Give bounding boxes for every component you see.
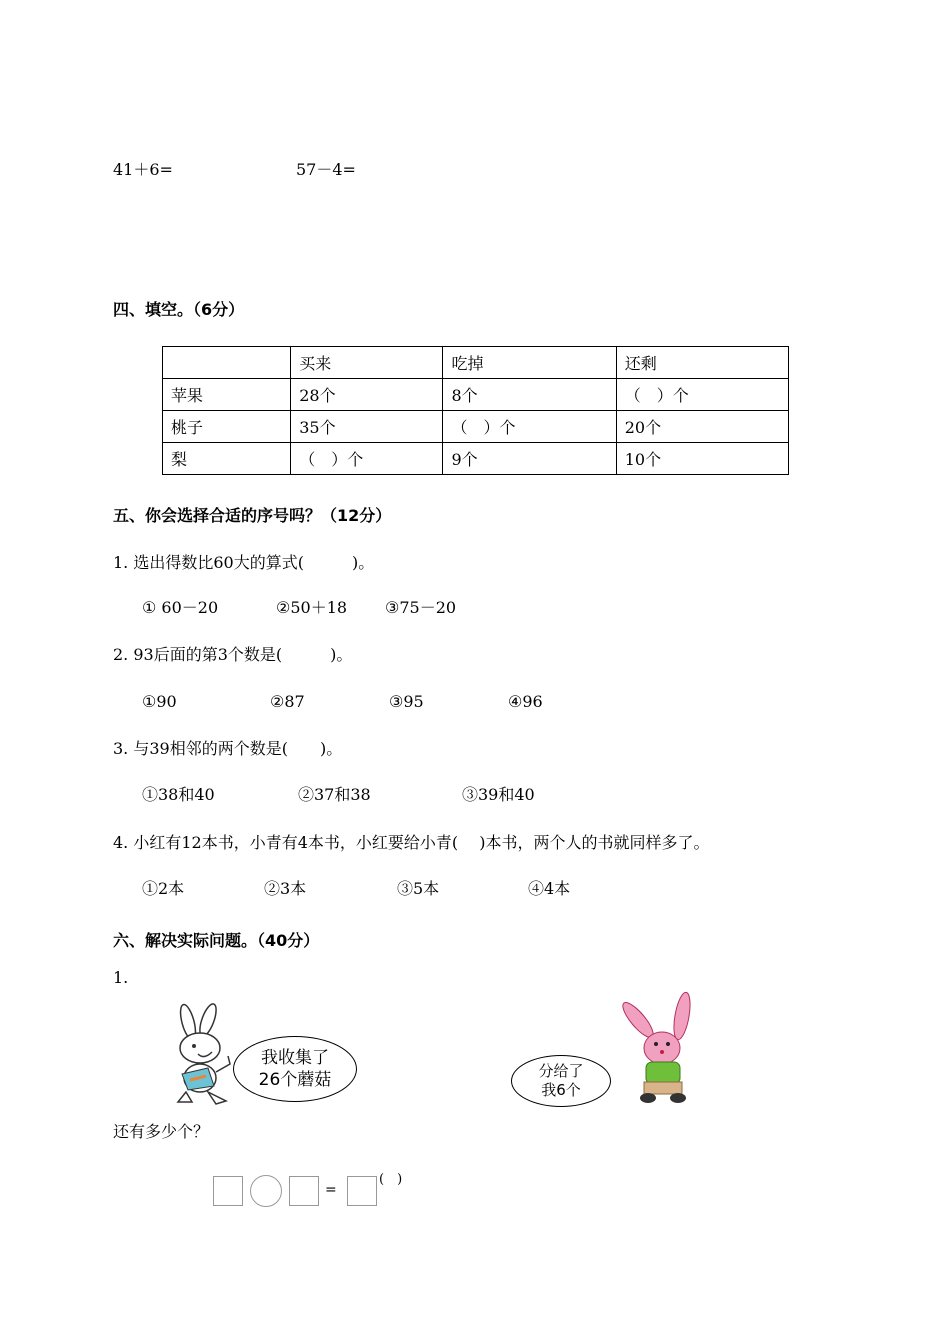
question-4: 4. 小红有12本书，小青有4本书，小红要给小青( )本书，两个人的书就同样多了。 [113,833,710,852]
bubble-1-line-1: 我收集了 [261,1048,329,1068]
speech-bubble-2 [511,1055,611,1107]
equals-sign: = [325,1182,337,1198]
table-cell: 35个 [291,411,443,443]
table-header-cell [163,347,291,379]
speech-bubble-1 [233,1036,357,1102]
bubble-2-line-1: 分给了 [538,1062,584,1080]
table-row [163,411,789,443]
q1-option-1: ① 60－20 [142,598,219,617]
section-4-title: 四、填空。（6分） [113,300,245,319]
table-cell: 10个 [616,443,788,475]
q2-option-4: ④96 [508,692,543,711]
answer-box-2[interactable] [289,1176,319,1206]
bubble-2-line-2: 我6个 [541,1081,581,1099]
answer-box-1[interactable] [213,1176,243,1206]
table-header-cell: 吃掉 [443,347,616,379]
table-cell: 20个 [616,411,788,443]
table-cell: 桃子 [163,411,291,443]
table-cell: 梨 [163,443,291,475]
white-rabbit-illustration [168,1002,236,1108]
q2-option-2: ②87 [270,692,305,711]
table-cell: （ ）个 [443,411,616,443]
question-1: 1. 选出得数比60大的算式( )。 [113,553,375,572]
problem-question: 还有多少个？ [113,1122,210,1141]
bubble-1-line-2: 26个蘑菇 [258,1070,332,1090]
q4-option-2: ②3本 [264,879,307,898]
table-header-row [163,347,789,379]
q4-option-4: ④4本 [528,879,571,898]
section-6-title: 六、解决实际问题。（40分） [113,931,320,950]
table-cell: 8个 [443,379,616,411]
question-3: 3. 与39相邻的两个数是( )。 [113,739,343,758]
q1-option-3: ③75－20 [385,598,457,617]
q4-option-3: ③5本 [397,879,440,898]
q2-option-3: ③95 [389,692,424,711]
answer-box-result[interactable] [347,1176,377,1206]
table-cell: 28个 [291,379,443,411]
fill-table [162,346,789,475]
table-cell: （ ）个 [291,443,443,475]
q3-option-1: ①38和40 [142,785,215,804]
question-2: 2. 93后面的第3个数是( )。 [113,645,353,664]
q1-option-2: ②50＋18 [276,598,348,617]
q4-option-1: ①2本 [142,879,185,898]
section-5-title: 五、你会选择合适的序号吗？（12分） [113,506,392,525]
q3-option-3: ③39和40 [462,785,535,804]
table-cell: 苹果 [163,379,291,411]
table-header-cell: 还剩 [616,347,788,379]
table-row [163,379,789,411]
q3-option-2: ②37和38 [298,785,371,804]
equation-1: 41＋6= [113,160,173,179]
problem-1-label: 1. [113,968,129,987]
equation-2: 57－4= [296,160,356,179]
operator-circle[interactable] [250,1175,282,1207]
unit-parentheses: ( ) [379,1172,403,1187]
table-cell: 9个 [443,443,616,475]
pink-rabbit-illustration [620,990,704,1106]
table-header-cell: 买来 [291,347,443,379]
table-row [163,443,789,475]
q2-option-1: ①90 [142,692,177,711]
table-cell: （ ）个 [616,379,788,411]
